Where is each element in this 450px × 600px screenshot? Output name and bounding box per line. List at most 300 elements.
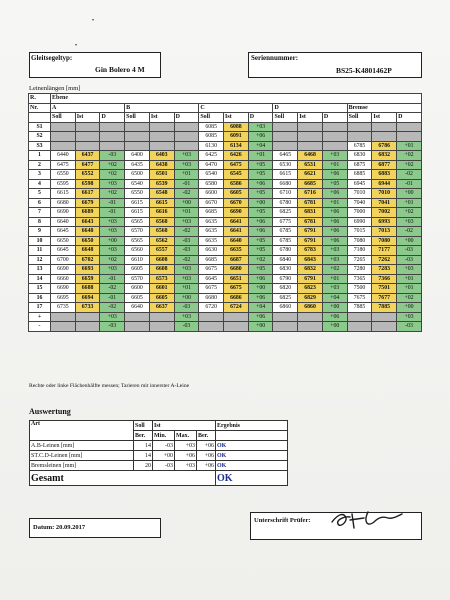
cell-soll: 6670 bbox=[199, 198, 224, 208]
date-text: Datum: 20.09.2017 bbox=[33, 524, 86, 531]
cell-d: +03 bbox=[174, 217, 199, 227]
row-number: 10 bbox=[29, 236, 51, 246]
cell-ist: 6426 bbox=[224, 151, 249, 161]
cell-soll: 7365 bbox=[347, 274, 372, 284]
summary-sign: + bbox=[29, 312, 51, 322]
summary-blank bbox=[372, 312, 397, 322]
table-row bbox=[29, 246, 422, 256]
cell-ist bbox=[298, 141, 323, 151]
signature-image bbox=[330, 508, 405, 534]
header-group-a: A bbox=[51, 103, 125, 113]
cell-d: +01 bbox=[397, 284, 422, 294]
cell-ist: 6091 bbox=[224, 132, 249, 142]
cell-d: +01 bbox=[322, 160, 347, 170]
summary-blank bbox=[51, 322, 76, 332]
cell-ist: 6685 bbox=[298, 179, 323, 189]
header-d: D bbox=[248, 113, 273, 123]
cell-ist: 6860 bbox=[298, 303, 323, 313]
summary-blank bbox=[224, 312, 249, 322]
cell-d bbox=[397, 132, 422, 142]
header-r: R. bbox=[29, 94, 51, 104]
evaluation-row bbox=[30, 451, 288, 461]
cell-soll: 6595 bbox=[51, 179, 76, 189]
cell-soll: 6635 bbox=[199, 236, 224, 246]
cell-soll: 6675 bbox=[199, 284, 224, 294]
summary-blank bbox=[125, 312, 150, 322]
header-ist: Ist bbox=[298, 113, 323, 123]
row-max: +03 bbox=[175, 461, 197, 471]
cell-d: +06 bbox=[322, 236, 347, 246]
cell-soll: 7080 bbox=[347, 236, 372, 246]
cell-ist: 6621 bbox=[298, 170, 323, 180]
header-group-c: C bbox=[199, 103, 273, 113]
cell-d: +02 bbox=[397, 293, 422, 303]
row-number: 11 bbox=[29, 246, 51, 256]
summary-blank bbox=[75, 312, 100, 322]
header-d: D bbox=[174, 113, 199, 123]
row-number: 14 bbox=[29, 274, 51, 284]
cell-ist: 6993 bbox=[372, 217, 397, 227]
row-number: 9 bbox=[29, 227, 51, 237]
cell-ist bbox=[149, 122, 174, 132]
cell-ist: 6477 bbox=[75, 160, 100, 170]
cell-soll: 6570 bbox=[125, 227, 150, 237]
cell-d bbox=[174, 132, 199, 142]
row-number: S1 bbox=[29, 122, 51, 132]
cell-soll: 6780 bbox=[273, 246, 298, 256]
summary-blank bbox=[298, 322, 323, 332]
cell-ist: 6501 bbox=[149, 170, 174, 180]
cell-d: +06 bbox=[322, 170, 347, 180]
cell-soll: 6710 bbox=[273, 189, 298, 199]
cell-ist: 6608 bbox=[149, 265, 174, 275]
cell-soll bbox=[273, 122, 298, 132]
header-soll: Soll bbox=[199, 113, 224, 123]
table-row bbox=[29, 122, 422, 132]
cell-d: +03 bbox=[174, 160, 199, 170]
cell-d: -02 bbox=[397, 227, 422, 237]
cell-soll: 6690 bbox=[51, 208, 76, 218]
cell-soll: 6775 bbox=[273, 217, 298, 227]
cell-soll: 6540 bbox=[125, 179, 150, 189]
cell-soll: 7015 bbox=[347, 227, 372, 237]
cell-soll: 6785 bbox=[347, 141, 372, 151]
cell-soll: 7675 bbox=[347, 293, 372, 303]
table-row bbox=[29, 265, 422, 275]
cell-ist: 6783 bbox=[298, 246, 323, 256]
row-ber: 20 bbox=[134, 461, 153, 471]
measurement-note: Rechte oder linke Flächenhälfte messen; Tarieren mit innerster A-Leine bbox=[29, 383, 190, 389]
evaluation-table bbox=[29, 420, 288, 486]
cell-soll: 6580 bbox=[199, 179, 224, 189]
cell-soll: 6780 bbox=[273, 198, 298, 208]
evaluation-row bbox=[30, 441, 288, 451]
summary-blank bbox=[199, 322, 224, 332]
cell-d: -01 bbox=[100, 208, 125, 218]
summary-blank bbox=[224, 322, 249, 332]
cell-d: -01 bbox=[100, 274, 125, 284]
cell-soll: 6720 bbox=[199, 303, 224, 313]
cell-soll: 6550 bbox=[51, 170, 76, 180]
cell-d: +01 bbox=[397, 198, 422, 208]
cell-soll: 6565 bbox=[125, 217, 150, 227]
cell-soll bbox=[125, 141, 150, 151]
date-box bbox=[29, 518, 161, 538]
cell-ist: 6475 bbox=[224, 160, 249, 170]
cell-ist: 6786 bbox=[372, 141, 397, 151]
row-number: 5 bbox=[29, 189, 51, 199]
cell-soll: 6660 bbox=[51, 274, 76, 284]
cell-ist: 6648 bbox=[75, 227, 100, 237]
cell-d: +00 bbox=[174, 293, 199, 303]
table-row bbox=[29, 217, 422, 227]
table-row bbox=[29, 198, 422, 208]
cell-soll: 6785 bbox=[273, 227, 298, 237]
table-row bbox=[29, 141, 422, 151]
row-ber: 14 bbox=[134, 451, 153, 461]
summary-blank bbox=[51, 312, 76, 322]
cell-ist: 6791 bbox=[298, 236, 323, 246]
summary-deviation: -03 bbox=[100, 322, 125, 332]
cell-ist: 6548 bbox=[149, 189, 174, 199]
cell-ist: 6557 bbox=[149, 246, 174, 256]
row-min: -03 bbox=[153, 461, 175, 471]
cell-ist: 6531 bbox=[298, 160, 323, 170]
cell-ist bbox=[298, 132, 323, 142]
row-result: OK bbox=[216, 441, 288, 451]
cell-ist: 6539 bbox=[149, 179, 174, 189]
cell-ist: 6088 bbox=[224, 122, 249, 132]
cell-d: +03 bbox=[174, 274, 199, 284]
cell-ist: 6877 bbox=[372, 160, 397, 170]
line-lengths-title: Leinenlängen [mm] bbox=[29, 85, 81, 92]
cell-d: +03 bbox=[397, 265, 422, 275]
table-row bbox=[29, 236, 422, 246]
summary-blank bbox=[273, 312, 298, 322]
cell-soll: 6700 bbox=[51, 255, 76, 265]
row-number: 7 bbox=[29, 208, 51, 218]
cell-soll bbox=[125, 122, 150, 132]
cell-d: -01 bbox=[174, 179, 199, 189]
cell-d: +06 bbox=[248, 274, 273, 284]
header-art: Art bbox=[30, 421, 134, 441]
cell-soll: 6645 bbox=[51, 227, 76, 237]
cell-d: +04 bbox=[248, 141, 273, 151]
cell-ist bbox=[75, 141, 100, 151]
cell-soll: 6990 bbox=[347, 217, 372, 227]
cell-d: +03 bbox=[248, 122, 273, 132]
summary-blank bbox=[372, 322, 397, 332]
header-ist: Ist bbox=[75, 113, 100, 123]
cell-ist: 7010 bbox=[372, 189, 397, 199]
glider-type-value: Gin Bolero 4 M bbox=[95, 65, 145, 74]
header-ber: Ber. bbox=[134, 431, 153, 441]
cell-soll: 6840 bbox=[273, 255, 298, 265]
cell-soll: 6605 bbox=[125, 265, 150, 275]
cell-ist: 6468 bbox=[298, 151, 323, 161]
cell-d: +05 bbox=[248, 170, 273, 180]
header-d: D bbox=[322, 113, 347, 123]
cell-d: +03 bbox=[100, 246, 125, 256]
cell-ist: 6832 bbox=[298, 265, 323, 275]
cell-ist: 6791 bbox=[298, 274, 323, 284]
row-ber2: +06 bbox=[197, 451, 216, 461]
cell-soll: 6680 bbox=[199, 293, 224, 303]
row-ber: 14 bbox=[134, 441, 153, 451]
cell-d: +06 bbox=[322, 189, 347, 199]
cell-soll: 6540 bbox=[199, 170, 224, 180]
cell-d: +05 bbox=[322, 179, 347, 189]
cell-ist: 6659 bbox=[75, 274, 100, 284]
cell-d: +05 bbox=[248, 265, 273, 275]
cell-soll: 6735 bbox=[51, 303, 76, 313]
cell-d: +02 bbox=[100, 170, 125, 180]
cell-ist: 6586 bbox=[224, 179, 249, 189]
cell-d: +05 bbox=[248, 208, 273, 218]
cell-soll: 6475 bbox=[51, 160, 76, 170]
cell-soll: 6690 bbox=[51, 284, 76, 294]
cell-soll: 7500 bbox=[347, 284, 372, 294]
table-row bbox=[29, 151, 422, 161]
cell-d: +02 bbox=[322, 265, 347, 275]
cell-ist: 6688 bbox=[75, 284, 100, 294]
cell-ist bbox=[298, 122, 323, 132]
cell-soll: 7180 bbox=[347, 246, 372, 256]
table-row bbox=[29, 208, 422, 218]
cell-soll: 6130 bbox=[199, 141, 224, 151]
header-blank bbox=[29, 113, 51, 123]
summary-blank bbox=[75, 322, 100, 332]
cell-soll bbox=[125, 132, 150, 142]
cell-d: +04 bbox=[322, 293, 347, 303]
cell-ist: 6702 bbox=[75, 255, 100, 265]
cell-soll: 6610 bbox=[125, 255, 150, 265]
cell-ist: 7013 bbox=[372, 227, 397, 237]
cell-d bbox=[322, 141, 347, 151]
cell-ist: 6641 bbox=[224, 217, 249, 227]
cell-ist: 7885 bbox=[372, 303, 397, 313]
cell-d: +00 bbox=[397, 236, 422, 246]
cell-d bbox=[100, 132, 125, 142]
cell-soll bbox=[347, 122, 372, 132]
row-ber2: +06 bbox=[197, 461, 216, 471]
cell-d: +03 bbox=[100, 265, 125, 275]
header-group-bremse: Bremse bbox=[347, 103, 421, 113]
cell-d: -02 bbox=[397, 170, 422, 180]
cell-ist: 6724 bbox=[224, 303, 249, 313]
cell-ist: 6616 bbox=[149, 208, 174, 218]
cell-ist bbox=[75, 132, 100, 142]
cell-d: -03 bbox=[397, 246, 422, 256]
cell-soll: 6685 bbox=[199, 255, 224, 265]
header-max: Max. bbox=[175, 431, 197, 441]
cell-d: +01 bbox=[322, 274, 347, 284]
cell-ist: 6601 bbox=[149, 284, 174, 294]
cell-d bbox=[397, 122, 422, 132]
cell-ist: 6679 bbox=[75, 198, 100, 208]
cell-soll: 6470 bbox=[199, 160, 224, 170]
table-row bbox=[29, 160, 422, 170]
cell-d: +06 bbox=[248, 217, 273, 227]
cell-ist: 6716 bbox=[298, 189, 323, 199]
header-d: D bbox=[100, 113, 125, 123]
cell-ist: 6791 bbox=[298, 227, 323, 237]
summary-blank bbox=[273, 322, 298, 332]
summary-blank bbox=[125, 322, 150, 332]
row-art: ST.C.D-Leinen [mm] bbox=[30, 451, 134, 461]
header-soll: Soll bbox=[273, 113, 298, 123]
row-ber2: +06 bbox=[197, 441, 216, 451]
summary-row bbox=[29, 312, 422, 322]
summary-deviation: +03 bbox=[100, 312, 125, 322]
table-row bbox=[29, 274, 422, 284]
cell-d: +03 bbox=[322, 255, 347, 265]
header-ist: Ist bbox=[149, 113, 174, 123]
cell-ist: 6831 bbox=[298, 208, 323, 218]
cell-soll: 6550 bbox=[125, 189, 150, 199]
cell-d: +00 bbox=[397, 303, 422, 313]
cell-ist: 6694 bbox=[75, 293, 100, 303]
cell-ist: 6403 bbox=[149, 151, 174, 161]
header-group-b: B bbox=[125, 103, 199, 113]
evaluation-row bbox=[30, 461, 288, 471]
header-group-d: D bbox=[273, 103, 347, 113]
cell-ist bbox=[372, 122, 397, 132]
header-soll: Soll bbox=[347, 113, 372, 123]
cell-ist: 6648 bbox=[75, 246, 100, 256]
cell-d: +06 bbox=[248, 179, 273, 189]
cell-d: -03 bbox=[100, 151, 125, 161]
summary-blank bbox=[149, 312, 174, 322]
cell-ist: 6573 bbox=[149, 274, 174, 284]
cell-d: -01 bbox=[397, 179, 422, 189]
total-label: Gesamt bbox=[30, 471, 216, 486]
row-number: 6 bbox=[29, 198, 51, 208]
summary-row bbox=[29, 322, 422, 332]
cell-soll: 6690 bbox=[51, 265, 76, 275]
cell-soll: 6945 bbox=[347, 179, 372, 189]
cell-soll: 7040 bbox=[347, 198, 372, 208]
table-row bbox=[29, 132, 422, 142]
summary-deviation: -03 bbox=[174, 322, 199, 332]
header-ber2: Ber. bbox=[197, 431, 216, 441]
cell-soll: 6680 bbox=[273, 179, 298, 189]
cell-soll: 6530 bbox=[273, 160, 298, 170]
cell-soll: 6860 bbox=[273, 303, 298, 313]
cell-soll: 6630 bbox=[199, 246, 224, 256]
cell-soll: 7885 bbox=[347, 303, 372, 313]
row-number: 15 bbox=[29, 284, 51, 294]
cell-ist: 6680 bbox=[224, 265, 249, 275]
row-min: +00 bbox=[153, 451, 175, 461]
cell-d bbox=[100, 122, 125, 132]
total-result: OK bbox=[216, 471, 288, 486]
cell-d: +02 bbox=[100, 189, 125, 199]
header-nr: Nr. bbox=[29, 103, 51, 113]
cell-d: +02 bbox=[397, 208, 422, 218]
row-result: OK bbox=[216, 451, 288, 461]
cell-soll: 6675 bbox=[199, 265, 224, 275]
cell-d: -02 bbox=[100, 303, 125, 313]
cell-ist: 7366 bbox=[372, 274, 397, 284]
table-row bbox=[29, 170, 422, 180]
row-max: +03 bbox=[175, 441, 197, 451]
row-number: 13 bbox=[29, 265, 51, 275]
summary-blank bbox=[347, 312, 372, 322]
cell-d: +01 bbox=[397, 274, 422, 284]
cell-d: +06 bbox=[248, 293, 273, 303]
row-art: A.B-Leinen [mm] bbox=[30, 441, 134, 451]
cell-d: +01 bbox=[397, 141, 422, 151]
cell-d: -03 bbox=[397, 255, 422, 265]
summary-blank bbox=[149, 322, 174, 332]
cell-d: +03 bbox=[397, 217, 422, 227]
cell-d: +06 bbox=[322, 208, 347, 218]
cell-d: +02 bbox=[248, 255, 273, 265]
cell-soll: 6615 bbox=[51, 189, 76, 199]
cell-ist: 6689 bbox=[75, 208, 100, 218]
cell-ist: 6605 bbox=[224, 189, 249, 199]
row-number: 3 bbox=[29, 170, 51, 180]
header-result-blank bbox=[216, 431, 288, 441]
cell-ist: 7002 bbox=[372, 208, 397, 218]
table-row bbox=[29, 189, 422, 199]
summary-deviation: +03 bbox=[397, 312, 422, 322]
cell-ist bbox=[149, 141, 174, 151]
row-number: S2 bbox=[29, 132, 51, 142]
cell-d: +01 bbox=[322, 198, 347, 208]
cell-soll: 6500 bbox=[125, 170, 150, 180]
row-number: 2 bbox=[29, 160, 51, 170]
cell-d bbox=[174, 122, 199, 132]
cell-ist: 6651 bbox=[224, 274, 249, 284]
cell-d: +01 bbox=[248, 151, 273, 161]
cell-ist: 6823 bbox=[298, 284, 323, 294]
row-number: 4 bbox=[29, 179, 51, 189]
cell-ist: 6641 bbox=[224, 227, 249, 237]
cell-d: +02 bbox=[397, 160, 422, 170]
table-row bbox=[29, 303, 422, 313]
cell-soll: 6615 bbox=[125, 208, 150, 218]
cell-d: -01 bbox=[100, 198, 125, 208]
cell-ist: 6615 bbox=[149, 198, 174, 208]
cell-ist: 7283 bbox=[372, 265, 397, 275]
table-row bbox=[29, 293, 422, 303]
cell-d: +01 bbox=[174, 170, 199, 180]
header-ist: Ist bbox=[224, 113, 249, 123]
signature-label: Unterschrift Prüfer: bbox=[254, 517, 311, 524]
cell-ist: 6944 bbox=[372, 179, 397, 189]
cell-d: +00 bbox=[322, 303, 347, 313]
cell-d: +05 bbox=[248, 246, 273, 256]
cell-d: +01 bbox=[174, 208, 199, 218]
cell-soll bbox=[51, 132, 76, 142]
row-number: 17 bbox=[29, 303, 51, 313]
header-soll: Soll bbox=[134, 421, 153, 431]
cell-d: +06 bbox=[322, 217, 347, 227]
cell-ist: 6545 bbox=[224, 170, 249, 180]
cell-ist: 6562 bbox=[149, 236, 174, 246]
header-ebene: Ebene bbox=[51, 94, 422, 104]
header-d: D bbox=[397, 113, 422, 123]
cell-d: -01 bbox=[100, 293, 125, 303]
cell-soll: 6830 bbox=[273, 265, 298, 275]
cell-d bbox=[322, 132, 347, 142]
cell-ist: 7262 bbox=[372, 255, 397, 265]
cell-soll: 6435 bbox=[125, 160, 150, 170]
cell-ist: 6733 bbox=[75, 303, 100, 313]
row-number: 12 bbox=[29, 255, 51, 265]
